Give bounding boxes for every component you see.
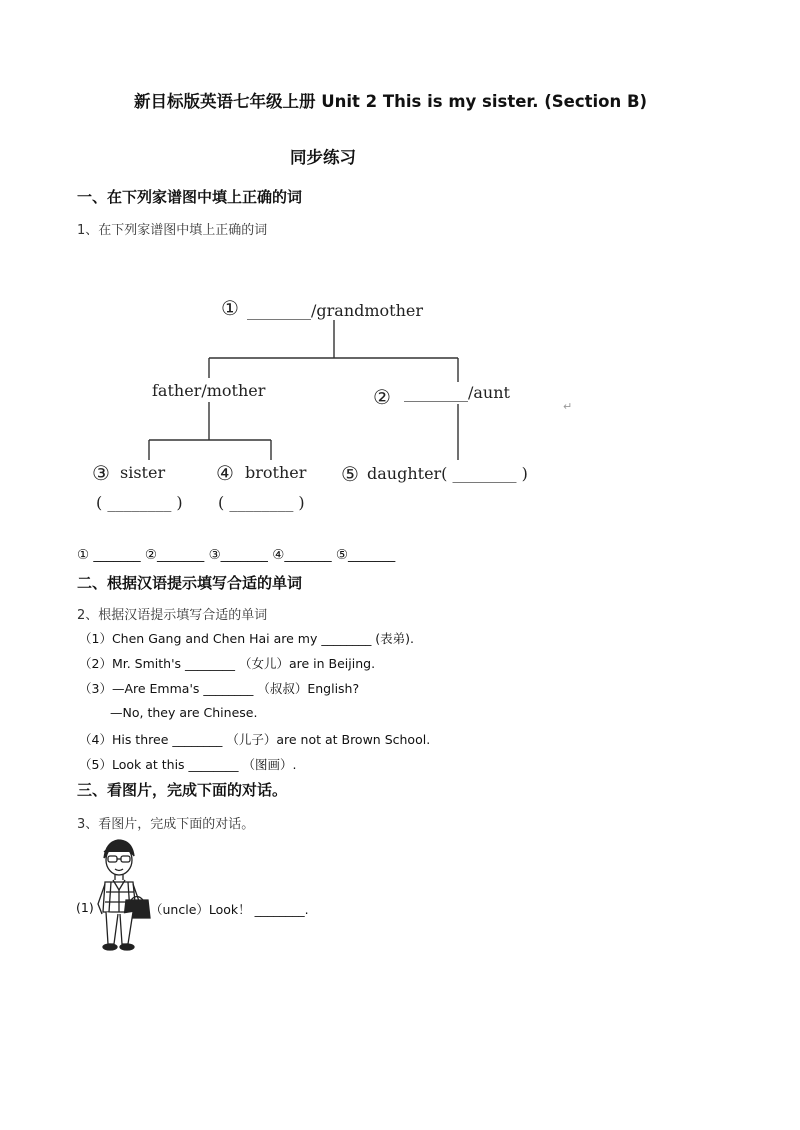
section2-item-4: （4）His three ________ （儿子）are not at Brown School. (79, 732, 431, 747)
section3-item-number: (1) (76, 900, 94, 915)
section2-item-1: （1）Chen Gang and Chen Hai are my ________ (表弟). (79, 631, 415, 646)
node3-blank: ( ________ ) (96, 493, 183, 512)
section1-question: 1、在下列家谱图中填上正确的词 (77, 223, 268, 238)
node1-text: ________/grandmother (247, 301, 424, 320)
section2-item-5: （5）Look at this ________ （图画）. (79, 757, 297, 772)
node4-blank: ( ________ ) (218, 493, 305, 512)
section2-question: 2、根据汉语提示填写合适的单词 (77, 608, 268, 623)
section3-item-text: （uncle）Look！ ________. (150, 902, 309, 917)
section2-item-3: （3）—Are Emma's ________ （叔叔）English? (79, 681, 360, 696)
section2-item-2: （2）Mr. Smith's ________ （女儿）are in Beijing. (79, 656, 376, 671)
node2-text: ________/aunt (404, 383, 510, 402)
node2-circle: ② (373, 385, 391, 409)
page-title: 新目标版英语七年级上册 Unit 2 This is my sister. (Section B) (134, 92, 648, 111)
node5-circle: ⑤ (341, 462, 359, 486)
page-subtitle: 同步练习 (290, 148, 356, 167)
section1-heading: 一、在下列家谱图中填上正确的词 (77, 188, 303, 206)
section3-heading: 三、看图片，完成下面的对话。 (77, 781, 288, 799)
node4-circle: ④ (216, 461, 234, 485)
node3-circle: ③ (92, 461, 110, 485)
section1-answer-line: ① _______ ②_______ ③_______ ④_______ ⑤_______ (77, 547, 396, 563)
node-father-mother: father/mother (152, 381, 266, 400)
node4-text: brother (245, 463, 307, 482)
node3-text: sister (120, 463, 166, 482)
section3-question: 3、看图片，完成下面的对话。 (77, 817, 255, 832)
node1-circle: ① (221, 296, 239, 320)
section2-heading: 二、根据汉语提示填写合适的单词 (77, 574, 303, 592)
section2-item-3-reply: —No, they are Chinese. (110, 705, 258, 720)
node5-text: daughter( ________ ) (367, 464, 528, 483)
return-mark-icon: ↵ (563, 400, 573, 413)
